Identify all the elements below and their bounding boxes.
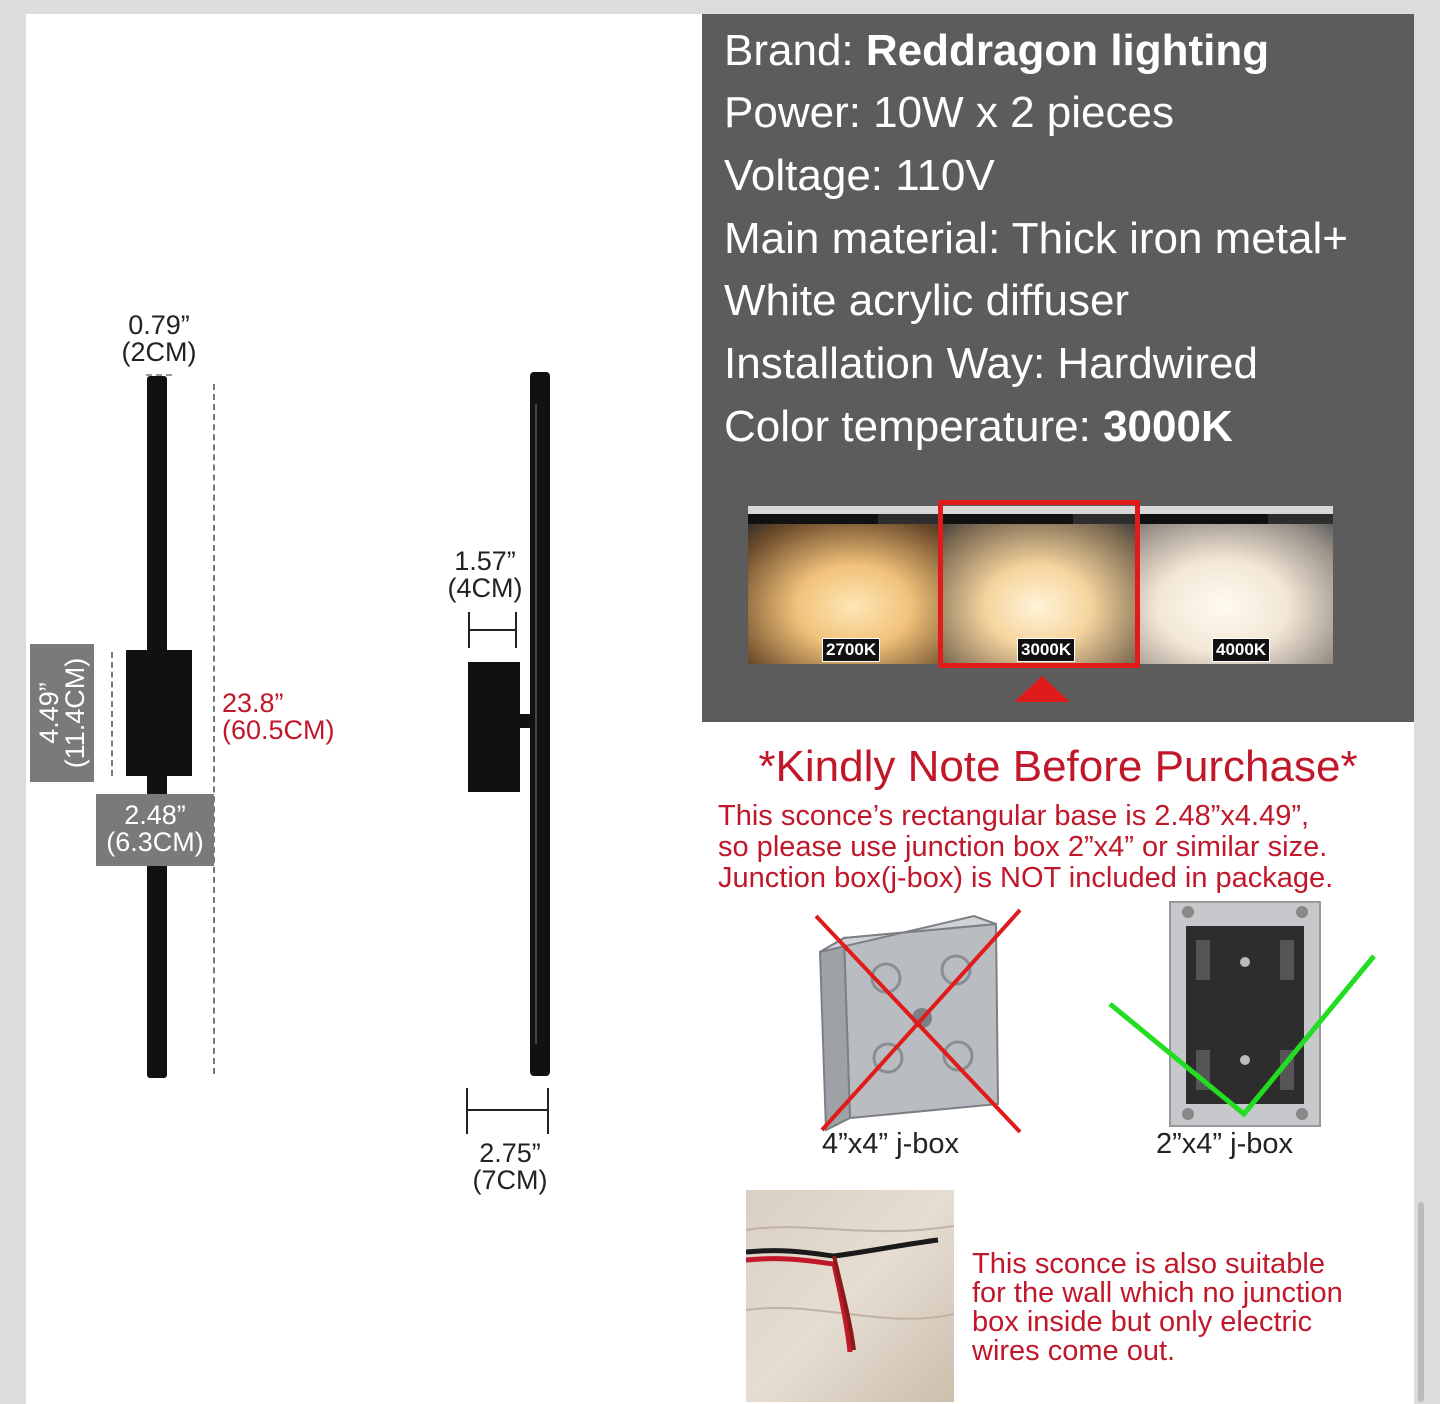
spec-material-2: White acrylic diffuser	[724, 276, 1130, 325]
top-width-cm: (2CM)	[121, 337, 197, 367]
top-width-dimension	[114, 312, 204, 366]
note-line-3: Junction box(j-box) is NOT included in package.	[718, 862, 1334, 894]
jbox-4x4-label: 4”x4” j-box	[822, 1128, 959, 1160]
note-body	[718, 800, 1333, 893]
side-arm	[520, 714, 532, 728]
junction-box-4x4-wrong	[806, 908, 1042, 1134]
base-height-guide	[111, 652, 113, 776]
wires-note	[972, 1250, 1343, 1366]
note-line-1: This sconce’s rectangular base is 2.48”x4.49”,	[718, 800, 1310, 832]
base-width-inch: 2.48”	[124, 800, 186, 830]
temp-label-4000k: 4000K	[1212, 638, 1270, 662]
total-depth-inch: 2.75”	[479, 1138, 541, 1168]
base-depth-bracket	[466, 610, 522, 650]
total-height-cm: (60.5CM)	[222, 715, 335, 745]
selected-temp-highlight	[938, 500, 1140, 668]
base-depth-inch: 1.57”	[454, 546, 516, 576]
base-height-dimension	[30, 644, 94, 782]
total-depth-cm: (7CM)	[472, 1165, 548, 1195]
total-height-guide	[213, 384, 215, 1074]
product-infographic	[26, 14, 1414, 1404]
wires-line-2: for the wall which no junction	[972, 1277, 1343, 1309]
spec-color-temp	[724, 402, 1233, 452]
temp-cell-4000k	[1138, 506, 1333, 664]
jbox-2x4-label: 2”x4” j-box	[1156, 1128, 1293, 1160]
junction-box-2x4-correct	[1104, 900, 1384, 1130]
spec-color-temp-label: Color temperature:	[724, 402, 1104, 451]
spec-color-temp-value: 3000K	[1103, 402, 1233, 451]
spec-power: Power: 10W x 2 pieces	[724, 88, 1174, 137]
wires-line-1: This sconce is also suitable	[972, 1248, 1325, 1280]
note-title: *Kindly Note Before Purchase*	[758, 742, 1358, 791]
page-scrollbar[interactable]	[1418, 1202, 1424, 1402]
side-rod-highlight	[535, 404, 537, 1044]
base-width-dimension	[96, 794, 214, 866]
total-height-dimension	[222, 690, 335, 744]
base-height-cm: (11.4CM)	[60, 657, 90, 769]
temp-label-2700k: 2700K	[822, 638, 880, 662]
base-depth-dimension	[438, 548, 532, 602]
base-height-inch: 4.49”	[34, 682, 64, 744]
side-base-box	[468, 662, 520, 792]
total-depth-dimension	[462, 1140, 558, 1194]
spec-voltage: Voltage: 110V	[724, 151, 995, 200]
specs-panel	[702, 14, 1414, 722]
side-rod	[530, 372, 550, 1076]
note-line-2: so please use junction box 2”x4” or similar size.	[718, 831, 1328, 863]
spec-material-1: Main material: Thick iron metal+	[724, 214, 1348, 263]
total-height-inch: 23.8”	[222, 688, 284, 718]
top-width-inch: 0.79”	[128, 310, 190, 340]
spec-brand	[724, 26, 1269, 76]
selected-temp-arrow-icon	[1012, 674, 1072, 704]
electric-wires-photo	[746, 1190, 954, 1402]
spec-installation: Installation Way: Hardwired	[724, 339, 1258, 388]
base-depth-cm: (4CM)	[447, 573, 523, 603]
wires-line-3: box inside but only electric	[972, 1306, 1313, 1338]
spec-brand-label: Brand:	[724, 26, 866, 75]
temp-label-3000k: 3000K	[1017, 638, 1075, 662]
spec-brand-value: Reddragon lighting	[865, 26, 1270, 75]
total-depth-bracket	[464, 1086, 554, 1136]
base-width-cm: (6.3CM)	[106, 827, 204, 857]
front-base-plate	[126, 650, 192, 776]
wires-line-4: wires come out.	[972, 1335, 1176, 1367]
temp-cell-2700k	[748, 506, 943, 664]
